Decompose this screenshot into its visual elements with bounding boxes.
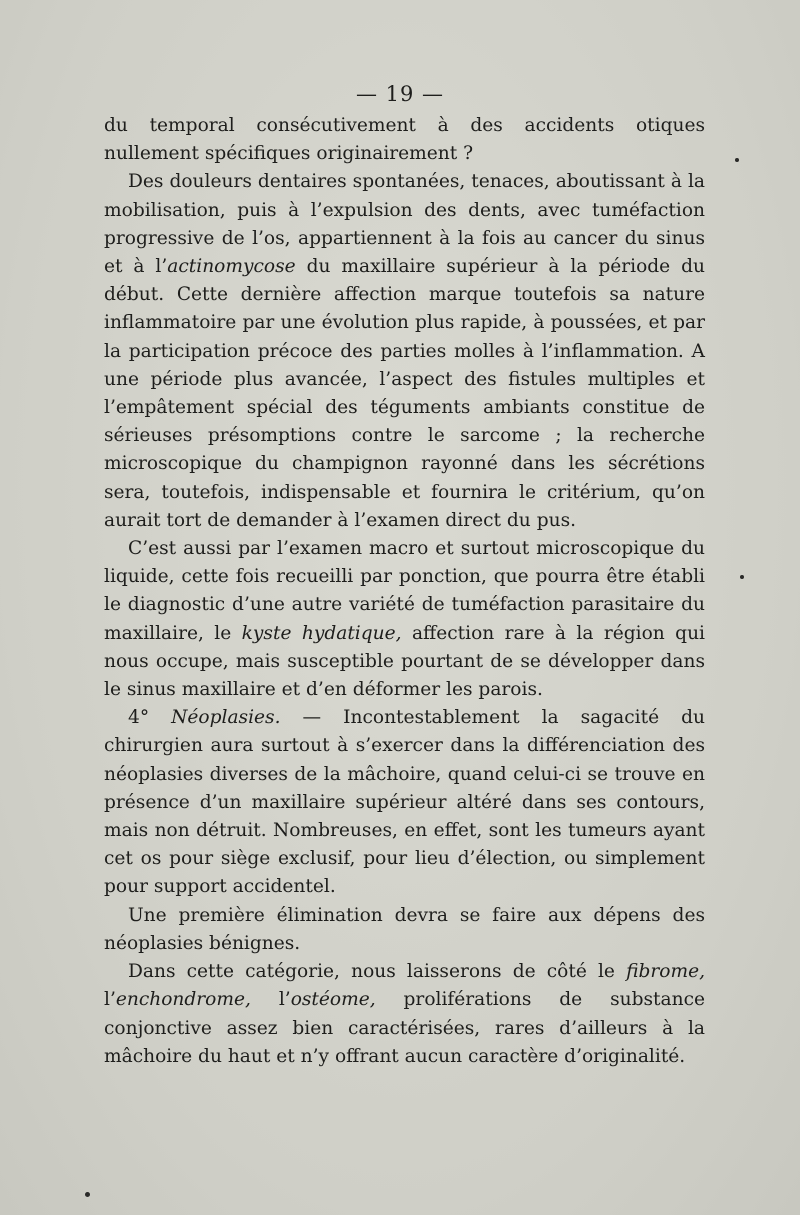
text-run: — Incontestablement la sagacité du chirurgien aura surtout à s’exercer dans la différenciation des néoplasies diverses de la mâchoire, quand celui-ci se trouve en présence d’un maxillaire supérieur altéré dans ses contours, mais non détruit. Nombreuses, en effet, sont les tumeurs ayant cet os pour siège exclusif, pour lieu d’élection, ou simplement pour support accidentel. bbox=[104, 707, 705, 898]
paragraph-3 bbox=[104, 535, 705, 704]
paragraph-5 bbox=[104, 902, 705, 958]
paper-speck bbox=[85, 1192, 90, 1197]
italic-term: fibrome, bbox=[626, 961, 705, 983]
text-run: Des douleurs dentaires spontanées, tenaces, aboutissant à la mobilisation, puis à l’expulsion des dents, avec tuméfaction progressive de l’os, appartiennent à la fois au cancer du sinus et à l’ bbox=[104, 171, 705, 278]
paragraph-4 bbox=[104, 704, 705, 901]
text-run: Une première élimination devra se faire aux dépens des néoplasies bénignes. bbox=[104, 904, 705, 954]
paragraph-2 bbox=[104, 168, 705, 535]
body-text bbox=[104, 112, 705, 1071]
text-run: Dans cette catégorie, nous laisserons de côté le bbox=[128, 961, 627, 983]
italic-term: actinomycose bbox=[167, 256, 296, 278]
text-run: l’ bbox=[250, 989, 291, 1011]
page-number: — 19 — bbox=[355, 82, 445, 106]
text-run: affection rare à la région qui nous occupe, mais susceptible pourtant de se développer dans le sinus maxillaire et d’en déformer les parois. bbox=[104, 622, 705, 701]
paragraph-1 bbox=[104, 112, 705, 168]
text-run: proliférations de substance conjonctive assez bien caractérisées, rares d’ailleurs à la mâchoire du haut et n’y offrant aucun caractère d’originalité. bbox=[104, 989, 705, 1067]
text-run: 4° bbox=[128, 707, 172, 729]
paper-speck bbox=[740, 575, 744, 579]
text-run: du maxillaire supérieur à la période du début. Cette dernière affection marque toutefois sa nature inflammatoire par une évolution plus rapide, à poussées, et par la participation précoce des parties molles à l’inflammation. A une période plus avancée, l’aspect des fistules multiples et l’empâtement spécial des téguments ambiants constitue de sérieuses présomptions contre le sarcome ; la recherche microscopique du champignon rayonné dans les sécrétions sera, toutefois, indispensable et fournira le critérium, qu’on aurait tort de demander à l’examen direct du pus. bbox=[104, 256, 705, 531]
paper-speck bbox=[735, 158, 739, 162]
text-run: du temporal consécutivement à des accidents otiques nullement spécifiques originairement ? bbox=[104, 115, 705, 165]
text-run: C’est aussi par l’examen macro et surtout microscopique du liquide, cette fois recueilli par ponction, que pourra être établi le diagnostic d’une autre variété de tuméfaction parasitaire du maxillaire, le bbox=[104, 538, 705, 644]
paragraph-6 bbox=[104, 958, 705, 1071]
italic-term: Néoplasies. bbox=[171, 707, 281, 729]
italic-term: ostéome, bbox=[290, 989, 376, 1011]
italic-term: enchondrome, bbox=[115, 989, 251, 1011]
italic-term: kyste hydatique, bbox=[241, 622, 402, 644]
text-run: l’ bbox=[104, 989, 116, 1011]
